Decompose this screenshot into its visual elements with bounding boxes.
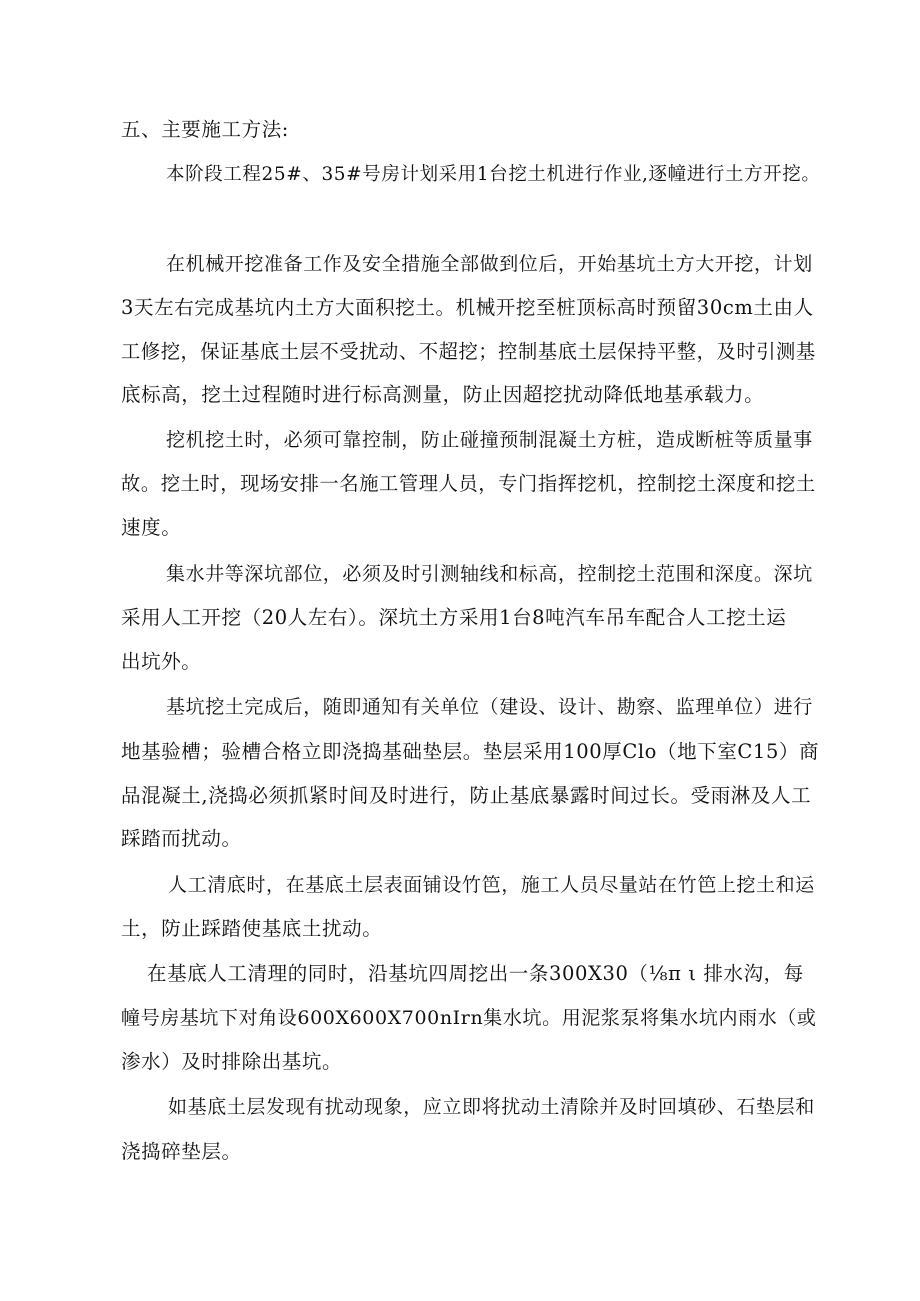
text-line: 品混凝土,浇捣必须抓紧时间及时进行，防止基底暴露时间过长。受雨淋及人工 [121,784,812,807]
text-line: 浇捣碎垫层。 [121,1140,242,1163]
text-line: 地基验槽；验槽合格立即浇捣基础垫层。垫层采用100厚Clo（地下室C15）商 [121,740,820,763]
text-line: 土，防止踩踏使基底土扰动。 [121,917,383,940]
text-line: 渗水）及时排除出基坑。 [121,1050,343,1073]
text-line: 挖机挖土时，必须可靠控制，防止碰撞预制混凝土方桩，造成断桩等质量事 [166,429,813,451]
text-line: 采用人工开挖（20人左右）。深坑土方采用1台8吨汽车吊车配合人工挖土运 [121,606,787,629]
text-line: 3天左右完成基坑内土方大面积挖土。机械开挖至桩顶标高时预留30cm土由人 [121,296,814,319]
intro-line: 本阶段工程25#、35#号房计划采用1台挖土机进行作业,逐幢进行土方开挖。 [166,164,821,185]
text-line: 在基底人工清理的同时，沿基坑四周挖出一条300X30（⅛π ι 排水沟，每 [147,962,804,985]
text-line: 在机械开挖准备工作及安全措施全部做到位后，开始基坑土方大开挖，计划 [166,253,813,275]
text-line: 底标高，挖土过程随时进行标高测量，防止因超挖扰动降低地基承载力。 [121,383,765,406]
section-heading: 五、主要施工方法: [121,118,289,141]
text-line: 基坑挖土完成后，随即通知有关单位（建设、设计、勘察、监理单位）进行 [166,696,813,718]
text-line: 踩踏而扰动。 [121,827,242,850]
text-line: 故。挖土时，现场安排一名施工管理人员，专门指挥挖机，控制挖土深度和挖土 [121,472,816,495]
text-line: 如基底土层发现有扰动现象，应立即将扰动土清除并及时回填砂、石垫层和 [168,1096,815,1118]
text-line: 人工清底时，在基底土层表面铺设竹笆，施工人员尽量站在竹笆上挖土和运 [168,874,815,896]
text-line: 集水井等深坑部位，必须及时引测轴线和标高，控制挖土范围和深度。深坑 [166,563,813,585]
text-line: 出坑外。 [121,650,202,673]
text-line: 速度。 [121,516,182,539]
text-line: 幢号房基坑下对角设600X600X700nIrn集水坑。用泥浆泵将集水坑内雨水（或 [121,1007,817,1029]
text-line: 工修挖，保证基底土层不受扰动、不超挖；控制基底土层保持平整，及时引测基 [121,340,816,363]
